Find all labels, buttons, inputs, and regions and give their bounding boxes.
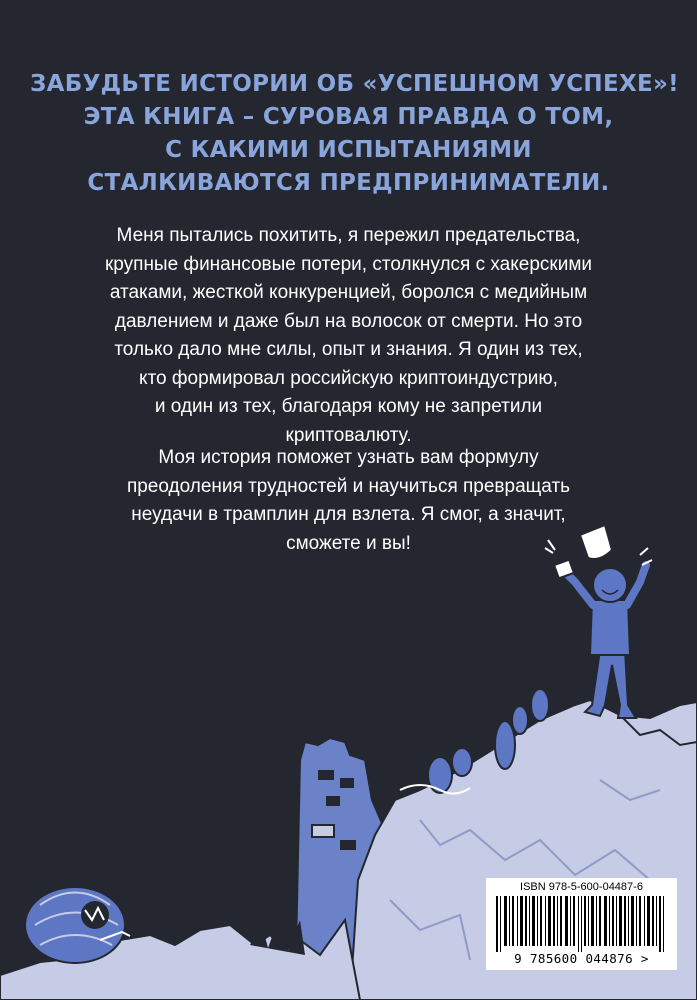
paragraph-line: Меня пытались похитить, я пережил предательства,: [116, 225, 581, 246]
paragraph-line: преодоления трудностей и научиться превращать: [126, 475, 571, 497]
paragraph-line: криптовалюту.: [285, 424, 412, 446]
paragraph-line: крупные финансовые потери, столкнулся с хакерскими: [104, 253, 592, 275]
barcode-icon: [496, 896, 667, 952]
barcode-number: 9 785600 044876 >: [514, 951, 649, 966]
tagline-line: ЗАБУДЬТЕ ИСТОРИИ ОБ «УСПЕШНОМ УСПЕХЕ»!: [30, 71, 679, 97]
victorious-man-illustration: [565, 565, 646, 718]
tagline-line: С КАКИМИ ИСПЫТАНИЯМИ: [165, 137, 532, 163]
paragraph-line: сможете и вы!: [286, 532, 411, 554]
paragraph-line: только дало мне силы, опыт и знания. Я один из тех,: [114, 339, 583, 360]
isbn-text: ISBN 978-5-600-04487-6: [520, 881, 643, 893]
tagline-line: ЭТА КНИГА – СУРОВАЯ ПРАВДА О ТОМ,: [83, 104, 614, 130]
paragraph-line: неудачи в трамплин для взлета. Я смог, а значит,: [131, 504, 566, 525]
paragraph-line: Моя история поможет узнать вам формулу: [158, 447, 539, 468]
barcode-label: [486, 878, 677, 970]
paragraph-line: атаками, жесткой конкуренцией, боролся с медийным: [109, 282, 588, 303]
paragraph-line: и один из тех, благодаря кому не запретили: [154, 396, 543, 417]
paragraph-line: кто формировал российскую криптоиндустрию,: [139, 367, 558, 389]
trophy-icon: [545, 525, 652, 578]
tagline-line: СТАЛКИВАЮТСЯ ПРЕДПРИНИМАТЕЛИ.: [87, 170, 610, 196]
paragraph-line: давлением и даже был на волосок от смерти. Но это: [114, 310, 583, 332]
